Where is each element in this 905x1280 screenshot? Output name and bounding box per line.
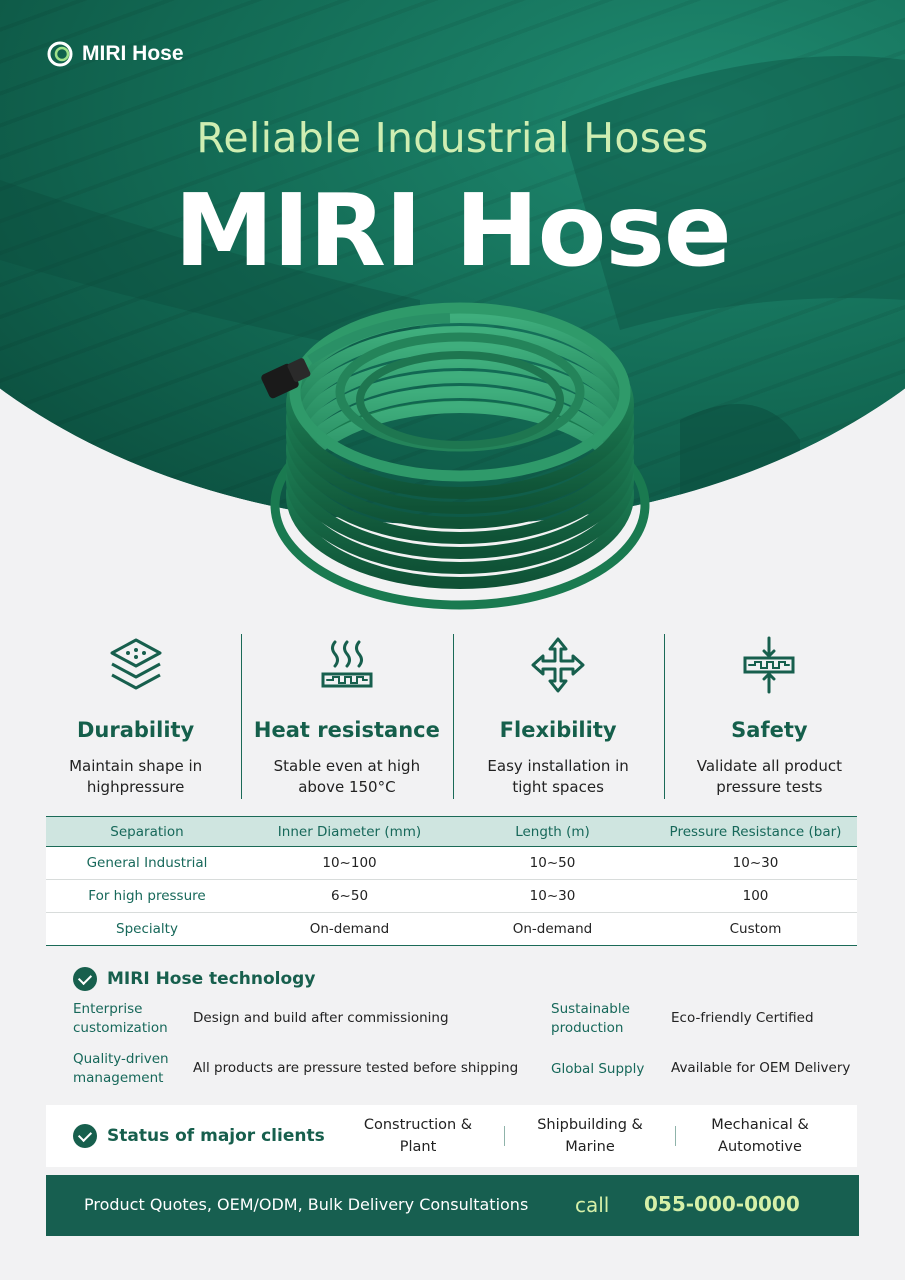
feature-description [30,756,241,798]
label-line: Enterprise [73,1001,143,1017]
spec-table [46,816,857,946]
table-header-row [46,817,857,847]
table-cell: 100 [654,880,857,913]
brand-logo[interactable] [46,39,184,69]
feature-list [30,634,875,799]
contact-text: Product Quotes, OEM/ODM, Bulk Delivery Consultations [84,1195,529,1214]
table-cell: On-demand [451,913,654,946]
client-line: Plant [399,1139,437,1155]
table-row [46,913,857,946]
client-line: Shipbuilding & [537,1117,643,1133]
feature-desc-line: above 150°C [298,778,396,796]
client-line: Construction & [363,1117,473,1133]
hero-section [0,0,905,620]
layers-icon [106,636,166,694]
feature-desc-line: tight spaces [512,778,604,796]
technology-value: Available for OEM Delivery [671,1060,851,1076]
technology-label [73,1000,168,1038]
feature-title: Safety [731,718,808,742]
table-cell: 6~50 [248,880,451,913]
technology-title: MIRI Hose technology [107,969,316,989]
feature-desc-line: pressure tests [716,778,823,796]
technology-label [551,1060,644,1079]
feature-durability [30,634,241,799]
feature-title: Heat resistance [253,718,440,742]
feature-description [453,756,664,798]
hose-coil-image [250,300,670,620]
feature-desc-line: Easy installation in [487,757,629,775]
client-line: Automotive [718,1139,802,1155]
hero-headline: MIRI Hose [174,172,731,289]
column-header: Separation [46,817,248,847]
column-header: Pressure Resistance (bar) [654,817,857,847]
client-item [685,1114,835,1158]
feature-description [241,756,452,798]
row-header: General Industrial [46,847,248,880]
table-cell: Custom [654,913,857,946]
column-header: Length (m) [451,817,654,847]
label-line: production [551,1020,624,1036]
feature-safety [664,634,875,799]
feature-desc-line: Validate all product [696,757,842,775]
call-label: call [575,1193,610,1217]
technology-label [73,1050,169,1088]
arrows-expand-icon [528,636,588,694]
technology-heading [73,967,315,991]
check-circle-icon [73,967,97,991]
table-cell: 10~30 [654,847,857,880]
technology-value: All products are pressure tested before shipping [193,1060,519,1076]
feature-desc-line: Maintain shape in [69,757,203,775]
pressure-icon [739,636,799,694]
client-item [343,1114,493,1158]
technology-label [551,1000,630,1038]
technology-value: Eco-friendly Certified [671,1010,814,1026]
client-item [515,1114,665,1158]
brand-name: MIRI Hose [82,42,184,65]
phone-number[interactable]: 055-000-0000 [644,1192,800,1216]
divider [504,1126,505,1146]
clients-heading [73,1124,325,1148]
table-cell: 10~100 [248,847,451,880]
feature-flexibility [453,634,664,799]
label-line: Quality-driven [73,1051,169,1067]
table-row [46,847,857,880]
clients-bar [46,1105,857,1167]
table-cell: 10~50 [451,847,654,880]
feature-desc-line: Stable even at high [273,757,421,775]
heat-icon [317,636,377,694]
divider [675,1126,676,1146]
label-line: Global Supply [551,1061,645,1077]
feature-title: Durability [76,718,195,742]
hero-tagline: Reliable Industrial Hoses [196,114,709,162]
feature-description [664,756,875,798]
table-cell: On-demand [248,913,451,946]
feature-desc-line: highpressure [86,778,185,796]
label-line: Sustainable [551,1001,630,1017]
row-header: For high pressure [46,880,248,913]
table-cell: 10~30 [451,880,654,913]
feature-title: Flexibility [499,718,617,742]
label-line: management [73,1070,164,1086]
clients-title: Status of major clients [107,1126,325,1146]
client-line: Mechanical & [711,1117,809,1133]
label-line: customization [73,1020,168,1036]
table-row [46,880,857,913]
row-header: Specialty [46,913,248,946]
logo-ring-icon [46,39,76,69]
client-line: Marine [565,1139,615,1155]
contact-banner [46,1175,859,1236]
column-header: Inner Diameter (mm) [248,817,451,847]
technology-value: Design and build after commissioning [193,1010,449,1026]
check-circle-icon [73,1124,97,1148]
feature-heat-resistance [241,634,452,799]
